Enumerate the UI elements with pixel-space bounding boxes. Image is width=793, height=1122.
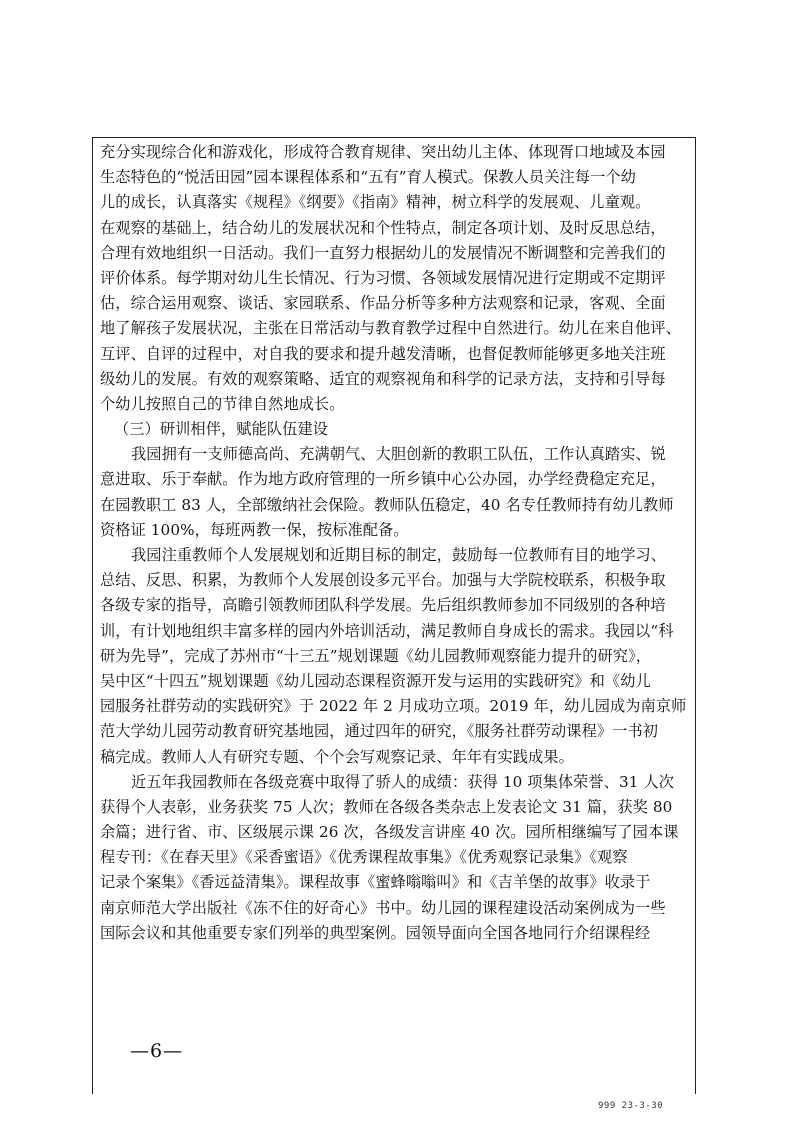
- text-line: 个幼儿按照自己的节律自然地成长。: [100, 394, 345, 413]
- text-line: 互评、自评的过程中，对自我的要求和提升越发清晰，也督促教师能够更多地关注班: [100, 344, 666, 363]
- text-line: 获得个人表彰，业务获奖 75 人次；教师在各级各类杂志上发表论文 31 篇，获奖 80: [100, 797, 673, 816]
- text-line: 资格证 100%，每班两教一保，按标准配备。: [100, 520, 409, 539]
- text-line: 范大学幼儿园劳动教育研究基地园，通过四年的研究，《服务社群劳动课程》一书初: [100, 722, 659, 741]
- document-body: [100, 140, 690, 946]
- text-line: 余篇；进行省、市、区级展示课 26 次，各级发言讲座 40 次。园所相继编写了园本课: [100, 823, 679, 842]
- text-line: 训，有计划地组织丰富多样的园内外培训活动，满足教师自身成长的需求。我园以“科: [100, 621, 674, 640]
- section-heading: （三）研训相伴，赋能队伍建设: [114, 420, 329, 439]
- text-line: 地了解孩子发展状况，主张在日常活动与教育教学过程中自然进行。幼儿在来自他评、: [100, 319, 681, 338]
- text-line: 在园教职工 83 人，全部缴纳社会保险。教师队伍稳定，40 名专任教师持有幼儿教师: [100, 495, 674, 514]
- text-line: 意进取、乐于奉献。作为地方政府管理的一所乡镇中心公办园，办学经费稳定充足，: [100, 470, 666, 489]
- text-line: 充分实现综合化和游戏化，形成符合教育规律、突出幼儿主体、体现胥口地域及本园: [100, 143, 666, 161]
- text-line: 我园拥有一支师德高尚、充满朝气、大胆创新的教职工队伍，工作认真踏实、锐: [131, 445, 667, 464]
- text-line: 级幼儿的发展。有效的观察策略、适宜的观察视角和科学的记录方法，支持和引导每: [100, 369, 666, 388]
- text-line: 在观察的基础上，结合幼儿的发展状况和个性特点，制定各项计划、及时反思总结，: [100, 218, 666, 237]
- text-line: 儿的成长，认真落实《规程》《纲要》《指南》精神，树立科学的发展观、儿童观。: [100, 193, 651, 212]
- text-line: 研为先导”，完成了苏州市“十三五”规划课题《幼儿园教师观察能力提升的研究》，: [100, 646, 652, 665]
- paragraph-achievements: [100, 770, 690, 946]
- text-line: 合理有效地组织一日活动。我们一直努力根据幼儿的发展情况不断调整和完善我们的: [100, 243, 666, 262]
- text-line: 总结、反思、积累，为教师个人发展创设多元平台。加强与大学院校联系，积极争取: [100, 571, 666, 590]
- text-line: 近五年我园教师在各级竞赛中取得了骄人的成绩：获得 10 项集体荣誉、31 人次: [131, 772, 675, 791]
- text-line: 程专刊：《在春天里》《采香蜜语》《优秀课程故事集》《优秀观察记录集》《观察: [100, 848, 628, 867]
- text-line: 我园注重教师个人发展规划和近期目标的制定，鼓励每一位教师有目的地学习、: [131, 546, 667, 564]
- text-line: 生态特色的“悦活田园”园本课程体系和“五有”育人模式。保教人员关注每一个幼: [100, 168, 636, 187]
- print-code: 999 23-3-30: [598, 1101, 664, 1111]
- paragraph-evaluation: [100, 140, 690, 417]
- text-line: 稿完成。教师人人有研究专题、个个会写观察记录、年年有实践成果。: [100, 747, 574, 766]
- text-line: 吴中区“十四五”规划课题《幼儿园动态课程资源开发与运用的实践研究》和《幼儿: [100, 671, 651, 690]
- text-line: 各级专家的指导，高瞻引领教师团队科学发展。先后组织教师参加不同级别的各种培: [100, 596, 666, 615]
- paragraph-teacher-development: [100, 543, 690, 770]
- text-line: 国际会议和其他重要专家们列举的典型案例。园领导面向全国各地同行介绍课程经: [100, 923, 651, 942]
- text-line: 南京师范大学出版社《冻不住的好奇心》书中。幼儿园的课程建设活动案例成为一些: [100, 898, 666, 917]
- text-line: 记录个案集》《香远益清集》。课程故事《蜜蜂嗡嗡叫》和《吉羊堡的故事》收录于: [100, 873, 651, 892]
- page-number: —6—: [130, 1040, 184, 1062]
- text-line: 估，综合运用观察、谈话、家园联系、作品分析等多种方法观察和记录，客观、全面: [100, 294, 666, 313]
- text-line: 园服务社群劳动的实践研究》于 2022 年 2 月成功立项。2019 年，幼儿园成为南京师: [100, 697, 687, 716]
- text-line: 评价体系。每学期对幼儿生长情况、行为习惯、各领域发展情况进行定期或不定期评: [100, 268, 666, 287]
- paragraph-staff: [100, 442, 690, 543]
